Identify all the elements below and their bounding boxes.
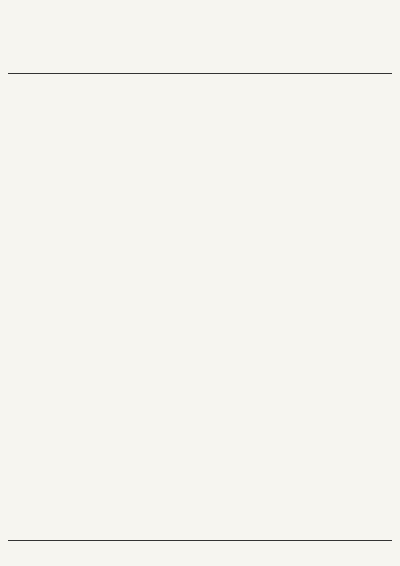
divider xyxy=(8,540,392,541)
divider xyxy=(8,73,392,74)
